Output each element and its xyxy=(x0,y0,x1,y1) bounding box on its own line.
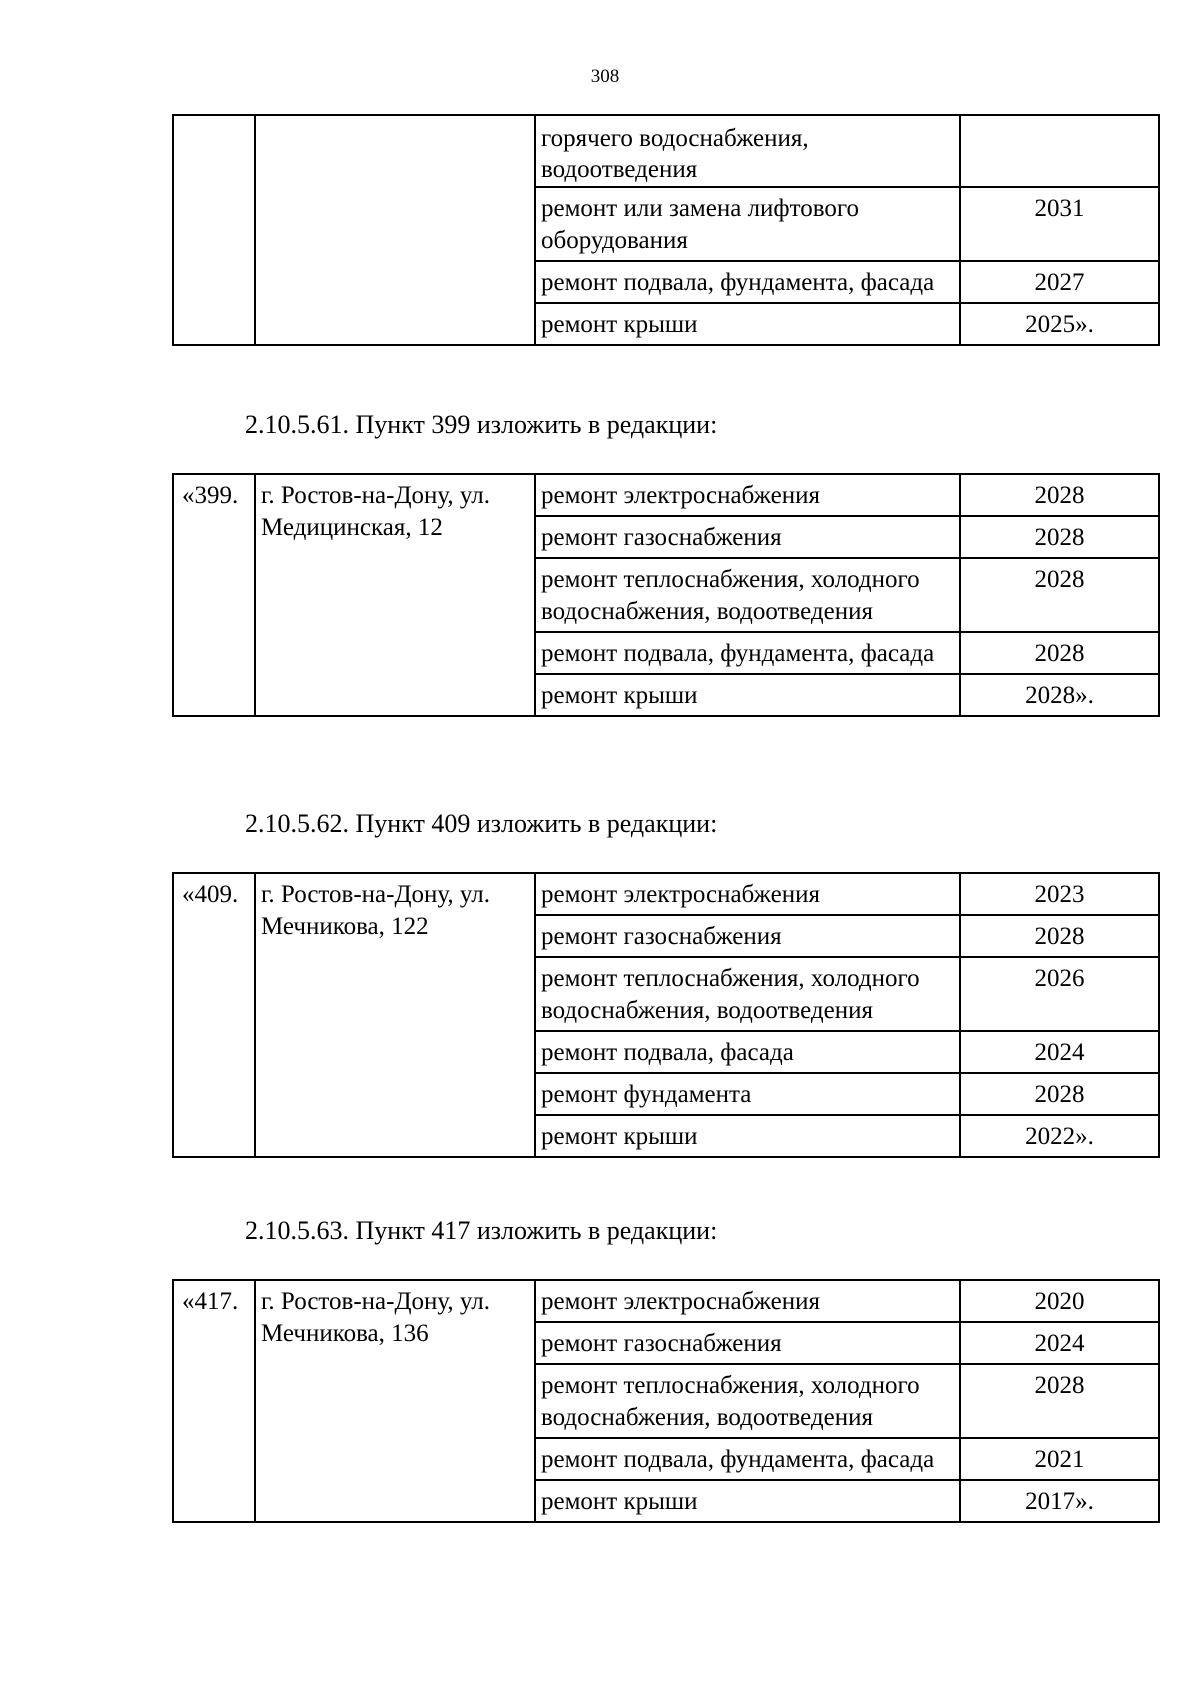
year-cell: 2021 xyxy=(960,1438,1159,1480)
year-cell: 2026 xyxy=(960,957,1159,1031)
work-cell: ремонт или замена лифтового оборудования xyxy=(535,187,960,261)
year-cell: 2028». xyxy=(960,674,1159,716)
section-heading-399: 2.10.5.61. Пункт 399 изложить в редакции: xyxy=(245,410,718,439)
table-row xyxy=(173,1280,1159,1322)
work-cell: ремонт крыши xyxy=(535,1480,960,1522)
year-cell: 2025». xyxy=(960,303,1159,345)
item-address: г. Ростов-на-Дону, ул. Медицинская, 12 xyxy=(255,474,535,716)
year-cell: 2028 xyxy=(960,516,1159,558)
item-address: г. Ростов-на-Дону, ул. Мечникова, 122 xyxy=(255,873,535,1157)
year-cell: 2027 xyxy=(960,261,1159,303)
work-cell: ремонт крыши xyxy=(535,674,960,716)
table-continued xyxy=(172,114,1160,346)
year-cell: 2031 xyxy=(960,187,1159,261)
work-cell: ремонт газоснабжения xyxy=(535,516,960,558)
section-heading-417: 2.10.5.63. Пункт 417 изложить в редакции: xyxy=(245,1216,718,1245)
work-cell: ремонт фундамента xyxy=(535,1073,960,1115)
table-row xyxy=(173,474,1159,516)
year-cell: 2022». xyxy=(960,1115,1159,1157)
address-cell xyxy=(255,115,535,345)
work-cell: ремонт электроснабжения xyxy=(535,1280,960,1322)
work-cell: ремонт подвала, фасада xyxy=(535,1031,960,1073)
year-cell: 2028 xyxy=(960,915,1159,957)
year-cell: 2028 xyxy=(960,1364,1159,1438)
work-cell: ремонт электроснабжения xyxy=(535,474,960,516)
work-cell: ремонт подвала, фундамента, фасада xyxy=(535,261,960,303)
table-item-417 xyxy=(172,1279,1160,1523)
year-cell: 2017». xyxy=(960,1480,1159,1522)
year-cell: 2024 xyxy=(960,1031,1159,1073)
work-cell: ремонт теплоснабжения, холодного водоснабжения, водоотведения xyxy=(535,957,960,1031)
table-row xyxy=(173,115,1159,187)
year-cell: 2028 xyxy=(960,558,1159,632)
year-cell: 2020 xyxy=(960,1280,1159,1322)
work-cell: ремонт газоснабжения xyxy=(535,1322,960,1364)
work-cell: ремонт теплоснабжения, холодного водоснабжения, водоотведения xyxy=(535,1364,960,1438)
section-heading-409: 2.10.5.62. Пункт 409 изложить в редакции: xyxy=(245,809,718,838)
year-cell: 2028 xyxy=(960,1073,1159,1115)
table-row xyxy=(173,873,1159,915)
work-cell: ремонт подвала, фундамента, фасада xyxy=(535,632,960,674)
item-number: «417. xyxy=(173,1280,255,1522)
item-number: «399. xyxy=(173,474,255,716)
year-cell: 2024 xyxy=(960,1322,1159,1364)
work-cell: ремонт крыши xyxy=(535,1115,960,1157)
number-cell xyxy=(173,115,255,345)
work-cell: ремонт газоснабжения xyxy=(535,915,960,957)
item-address: г. Ростов-на-Дону, ул. Мечникова, 136 xyxy=(255,1280,535,1522)
work-cell: ремонт теплоснабжения, холодного водоснабжения, водоотведения xyxy=(535,558,960,632)
work-cell: ремонт электроснабжения xyxy=(535,873,960,915)
item-number: «409. xyxy=(173,873,255,1157)
year-cell: 2028 xyxy=(960,474,1159,516)
table-item-409 xyxy=(172,872,1160,1158)
year-cell: 2028 xyxy=(960,632,1159,674)
table-item-399 xyxy=(172,473,1160,717)
work-cell: ремонт крыши xyxy=(535,303,960,345)
year-cell xyxy=(960,115,1159,187)
page-number: 308 xyxy=(590,66,620,87)
year-cell: 2023 xyxy=(960,873,1159,915)
work-cell: горячего водоснабжения, водоотведения xyxy=(535,115,960,187)
work-cell: ремонт подвала, фундамента, фасада xyxy=(535,1438,960,1480)
